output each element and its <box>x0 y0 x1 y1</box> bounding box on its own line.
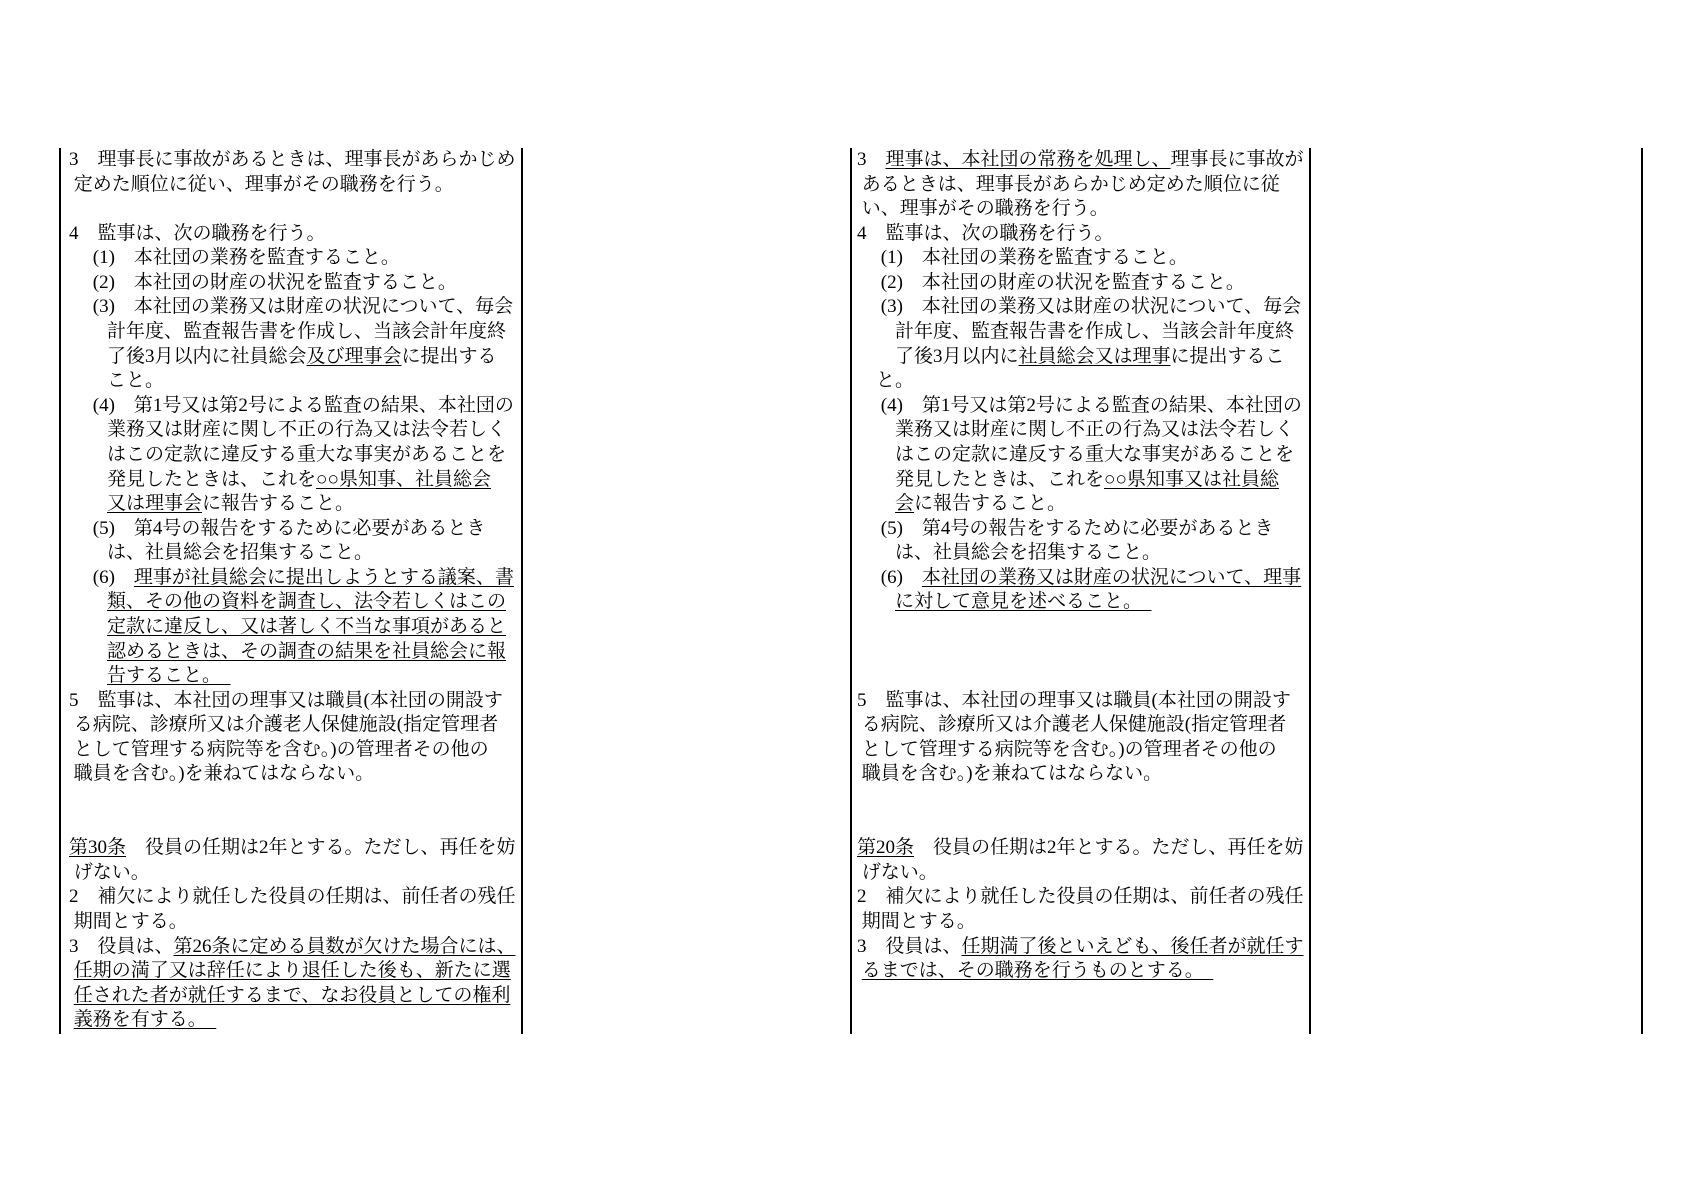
underlined-text-segment: 義務を有する。 <box>73 1009 217 1031</box>
text-line <box>69 320 539 345</box>
text-segment: (2) 本社団の財産の状況を監査すること。 <box>69 271 457 293</box>
underlined-text-segment: 第26条に定める員数が欠けた場合には、 <box>173 935 516 957</box>
text-segment: こと。 <box>69 370 165 392</box>
text-line <box>69 443 539 468</box>
text-line <box>857 812 1327 837</box>
text-segment: 5 監事は、本社団の理事又は職員(本社団の開設す <box>857 689 1291 711</box>
text-line <box>69 246 539 271</box>
text-segment: 2 補欠により就任した役員の任期は、前任者の残任 <box>69 886 516 908</box>
text-segment: 3 役員は、 <box>69 935 174 957</box>
text-line <box>857 910 1327 935</box>
text-segment: (4) 第1号又は第2号による監査の結果、本社団の <box>69 394 514 416</box>
text-segment <box>69 665 107 686</box>
text-line <box>857 738 1327 763</box>
text-segment: は、社員総会を招集すること。 <box>857 542 1162 564</box>
text-segment: 3 <box>857 149 886 170</box>
text-segment: として管理する病院等を含む。)の管理者その他の <box>857 738 1277 760</box>
text-line <box>69 1008 539 1033</box>
text-segment: と。 <box>857 370 915 392</box>
text-segment <box>69 616 107 637</box>
text-line <box>857 271 1327 296</box>
underlined-text-segment: 又は理事会 <box>107 493 203 515</box>
text-line <box>69 173 539 198</box>
text-line <box>69 935 539 960</box>
text-line <box>69 148 539 173</box>
text-segment: に提出する <box>401 345 497 367</box>
text-line <box>857 664 1327 689</box>
text-line <box>69 984 539 1009</box>
text-line <box>69 394 539 419</box>
underlined-text-segment: 任された者が就任するまで、なお役員としての権利 <box>73 984 511 1006</box>
text-line <box>857 959 1327 984</box>
text-line <box>69 664 539 689</box>
text-line <box>857 222 1327 247</box>
text-segment: (1) 本社団の業務を監査すること。 <box>857 247 1188 269</box>
underlined-text-segment: 第30条 <box>69 837 127 859</box>
text-segment: 計年度、監査報告書を作成し、当該会計年度終 <box>69 321 507 343</box>
text-segment: 定めた順位に従い、理事がその職務を行う。 <box>69 173 454 195</box>
text-line <box>69 959 539 984</box>
text-segment: (6) <box>69 566 134 588</box>
text-segment: 役員の任期は2年とする。ただし、再任を妨 <box>126 837 516 859</box>
text-line <box>69 615 539 640</box>
text-line <box>69 197 539 222</box>
text-segment: (6) <box>857 566 922 588</box>
text-line <box>857 320 1327 345</box>
underlined-text-segment: 及び理事会 <box>306 345 402 367</box>
text-segment: 職員を含む。)を兼ねてはならない。 <box>69 763 375 785</box>
text-segment: はこの定款に違反する重大な事実があることを <box>69 443 507 465</box>
text-line <box>857 443 1327 468</box>
text-line <box>69 222 539 247</box>
right-page-right-border-line <box>1641 148 1643 1034</box>
text-segment: 発見したときは、これを <box>857 468 1105 490</box>
underlined-text-segment: 認めるときは、その調査の結果を社員総会に報 <box>107 640 507 662</box>
text-segment: に提出するこ <box>1170 345 1285 367</box>
text-line <box>69 590 539 615</box>
text-segment: 役員の任期は2年とする。ただし、再任を妨 <box>914 837 1304 859</box>
text-line <box>69 369 539 394</box>
underlined-text-segment: に対して意見を述べること。 <box>895 591 1152 613</box>
text-line <box>69 713 539 738</box>
underlined-text-segment: 第20条 <box>857 837 915 859</box>
text-segment: 業務又は財産に関し不正の行為又は法令若しく <box>69 419 507 441</box>
text-line <box>857 394 1327 419</box>
text-segment: (1) 本社団の業務を監査すること。 <box>69 247 400 269</box>
text-segment <box>69 493 107 514</box>
text-segment: 5 監事は、本社団の理事又は職員(本社団の開設す <box>69 689 503 711</box>
underlined-text-segment: 類、その他の資料を調査し、法令若しくはこの <box>107 591 507 613</box>
text-line <box>857 246 1327 271</box>
text-line <box>857 787 1327 812</box>
text-line <box>857 713 1327 738</box>
underlined-text-segment: 本社団の業務又は財産の状況について、理事 <box>921 566 1302 588</box>
text-line <box>857 861 1327 886</box>
underlined-text-segment: 告すること。 <box>107 665 231 687</box>
text-segment: げない。 <box>69 861 150 883</box>
text-line <box>69 836 539 861</box>
text-line <box>857 173 1327 198</box>
text-segment: 理事長に事故が <box>1170 149 1304 170</box>
text-segment: として管理する病院等を含む。)の管理者その他の <box>69 738 489 760</box>
text-segment: に報告すること。 <box>914 493 1067 515</box>
underlined-text-segment: 定款に違反し、又は著しく不当な事項があると <box>107 615 507 637</box>
underlined-text-segment: るまでは、その職務を行うものとする。 <box>861 960 1214 982</box>
text-line <box>857 935 1327 960</box>
text-segment: 3 役員は、 <box>857 935 962 957</box>
text-line <box>69 861 539 886</box>
text-line <box>69 541 539 566</box>
text-line <box>857 369 1327 394</box>
text-segment: (5) 第4号の報告をするために必要があるとき <box>69 517 486 539</box>
text-line <box>69 640 539 665</box>
text-line <box>69 271 539 296</box>
text-line <box>857 295 1327 320</box>
text-line <box>69 787 539 812</box>
text-segment: (4) 第1号又は第2号による監査の結果、本社団の <box>857 394 1302 416</box>
text-segment: (3) 本社団の業務又は財産の状況について、毎会 <box>857 296 1302 318</box>
text-line <box>857 541 1327 566</box>
text-line <box>857 885 1327 910</box>
text-segment: 計年度、監査報告書を作成し、当該会計年度終 <box>857 321 1295 343</box>
text-segment: あるときは、理事長があらかじめ定めた順位に従 <box>857 173 1280 195</box>
text-line <box>857 345 1327 370</box>
text-segment: 業務又は財産に関し不正の行為又は法令若しく <box>857 419 1295 441</box>
text-segment: 3 理事長に事故があるときは、理事長があらかじめ <box>69 149 516 170</box>
text-line <box>69 910 539 935</box>
text-line <box>69 295 539 320</box>
text-line <box>69 345 539 370</box>
text-line <box>69 517 539 542</box>
text-segment: (5) 第4号の報告をするために必要があるとき <box>857 517 1274 539</box>
text-segment: はこの定款に違反する重大な事実があることを <box>857 443 1295 465</box>
text-segment: る病院、診療所又は介護老人保健施設(指定管理者 <box>69 714 499 736</box>
text-segment: (3) 本社団の業務又は財産の状況について、毎会 <box>69 296 514 318</box>
text-segment: 4 監事は、次の職務を行う。 <box>69 222 326 244</box>
text-segment: い、理事がその職務を行う。 <box>857 198 1109 220</box>
text-segment: に報告すること。 <box>202 493 355 515</box>
text-segment: は、社員総会を招集すること。 <box>69 542 374 564</box>
text-line <box>857 615 1327 640</box>
text-line <box>69 689 539 714</box>
underlined-text-segment: 理事は、本社団の常務を処理し、 <box>885 149 1171 170</box>
text-segment: 4 監事は、次の職務を行う。 <box>857 222 1114 244</box>
text-segment: 職員を含む。)を兼ねてはならない。 <box>857 763 1163 785</box>
underlined-text-segment: 任期満了後といえども、後任者が就任す <box>961 935 1304 957</box>
text-segment: 期間とする。 <box>857 910 976 932</box>
text-line <box>857 762 1327 787</box>
text-segment: (2) 本社団の財産の状況を監査すること。 <box>857 271 1245 293</box>
text-line <box>857 148 1327 173</box>
text-segment: る病院、診療所又は介護老人保健施設(指定管理者 <box>857 714 1287 736</box>
underlined-text-segment: 理事が社員総会に提出しようとする議案、書 <box>133 566 514 588</box>
text-line <box>69 566 539 591</box>
underlined-text-segment: ○○県知事、社員総会 <box>316 468 491 490</box>
text-line <box>69 812 539 837</box>
right-page-left-border-line <box>850 148 852 1034</box>
text-segment <box>69 641 107 662</box>
text-segment <box>857 591 895 612</box>
text-segment: 了後3月以内に <box>857 345 1019 367</box>
text-line <box>69 738 539 763</box>
text-segment: 発見したときは、これを <box>69 468 317 490</box>
text-segment: 2 補欠により就任した役員の任期は、前任者の残任 <box>857 886 1304 908</box>
left-page-text-column <box>69 148 539 1033</box>
right-page-text-column <box>857 148 1327 984</box>
underlined-text-segment: ○○県知事又は社員総 <box>1104 468 1279 490</box>
text-segment <box>857 493 895 514</box>
underlined-text-segment: 会 <box>895 493 915 515</box>
text-line <box>857 517 1327 542</box>
text-line <box>69 418 539 443</box>
left-page-left-border-line <box>59 148 61 1034</box>
text-segment: 期間とする。 <box>69 910 188 932</box>
text-line <box>857 590 1327 615</box>
text-line <box>69 468 539 493</box>
text-line <box>69 762 539 787</box>
text-segment: げない。 <box>857 861 938 883</box>
text-line <box>857 836 1327 861</box>
text-line <box>857 640 1327 665</box>
text-line <box>69 492 539 517</box>
text-line <box>69 885 539 910</box>
text-line <box>857 197 1327 222</box>
text-line <box>857 468 1327 493</box>
text-line <box>857 566 1327 591</box>
text-segment: 了後3月以内に社員総会 <box>69 345 307 367</box>
text-segment <box>69 591 107 612</box>
text-line <box>857 689 1327 714</box>
text-line <box>857 492 1327 517</box>
underlined-text-segment: 任期の満了又は辞任により退任した後も、新たに選 <box>73 960 511 982</box>
text-line <box>857 418 1327 443</box>
underlined-text-segment: 社員総会又は理事 <box>1018 345 1171 367</box>
